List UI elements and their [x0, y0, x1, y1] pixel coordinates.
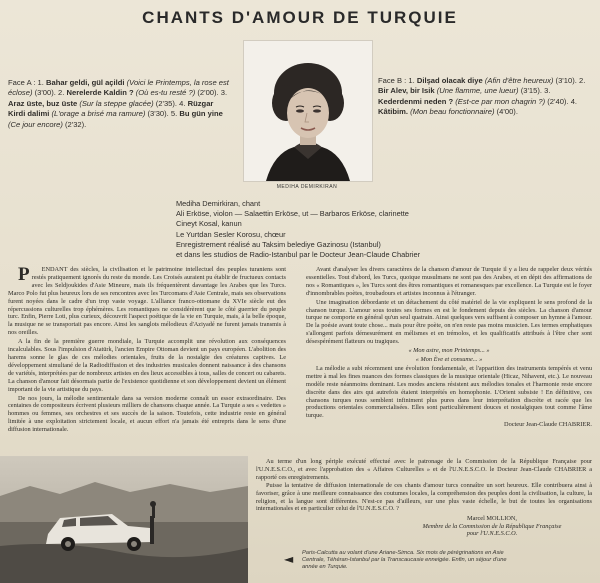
drop-cap: P: [18, 264, 30, 285]
essay-column-right: [306, 266, 592, 430]
car-photograph: [0, 456, 248, 583]
essay-paragraph: A la fin de la première guerre mondiale, la Turquie accomplit une révolution aux conséquences incalculables. Sous l'impulsion d'Atatürk, l'ancien Empire Ottoman devient un pays européen. L'abolition des harems sonne le glas de ces mélodies orientales, fruits de la nostalgie des créatures captives. Le développement simultané de la Radiodiffusion et des industries musicales donnent naissance à des chansons de variétés, interprétées par de nombreux artistes en des lieux accessibles à tous, salles de concert ou cabarets. La chanson d'amour fait désormais partie de l'existence quotidienne et son développement devient un élément important de la vie artistique du pays.: [8, 338, 286, 393]
essay-paragraph: [8, 266, 286, 337]
performer-credits: [176, 199, 476, 260]
credit-line: Le Yurtdan Sesler Korosu, chœur: [176, 229, 286, 239]
track-translation: (Est-ce par mon chagrin ?): [455, 96, 546, 106]
credit-line: et dans les studios de Radio-Istanbul par le Docteur Jean-Claude Chabrier: [176, 250, 421, 260]
credit-line: Mediha Demirkiran, chant: [176, 199, 261, 208]
essay-paragraph: Une imagination débordante et un détachement du côté matériel de la vie expliquent le sens profond de la chanson turque. L'amour sous toutes ses formes en est le fondement depuis des siècles. La chanson d'amour turque ne comporte en général qu'un seul quatrain. Ainsi quelques vers suffisent à composer un hymne à l'amour. De la poésie avant toute chose... mais pour être poète, on n'en reste pas moins musicien. Les termes emphatiques s'allongent parfois démesurément en mélismes et en trémolos, et les qualificatifs attribués à l'être cher sont désespérément flatteurs ou tragiques.: [306, 298, 592, 346]
credit-line: Cineyt Kosal, kanun: [176, 219, 242, 229]
essay-paragraph: De nos jours, la mélodie sentimentale dans sa version moderne connaît un essor extraordinaire. Des centaines de compositeurs écrivent plusieurs milliers de chansons chaque année. La Turquie a ses « vedettes » hommes ou femmes, ses orchestres et ses succès de la saison. Toutefois, cette industrie reste en général limitée à une exploitation strictement locale, et aucun effort n'a jamais été entrepris dans le sens d'une diffusion internationale.: [8, 394, 286, 434]
track-number: 3.: [544, 86, 551, 96]
track-number: 3.: [220, 88, 228, 98]
track-title: Kederdenmi neden ?: [378, 96, 454, 106]
track-title: Bahar geldi, gül açildi: [46, 78, 125, 87]
track-number: 2.: [58, 88, 65, 98]
mollion-signature: [392, 515, 592, 538]
singer-portrait: [243, 40, 373, 182]
lyric-quote: « Mon Ève et consume... »: [415, 355, 483, 363]
track-title: Dilşad olacak diye: [416, 76, 483, 85]
track-title: Bu gün yine: [179, 109, 223, 119]
signatory-role: Membre de la Commission de la République Française: [422, 522, 562, 530]
track-title: Bir Alev, bir Isik: [378, 86, 435, 96]
track-duration: (4'00).: [496, 107, 518, 117]
track-translation: (Voici le Printemps, la rose est éclose): [8, 78, 229, 98]
author-signature: Docteur Jean-Claude CHABRIER.: [504, 421, 592, 429]
track-translation: (L'orage a brisé ma ramure): [51, 109, 146, 119]
track-translation: (Où es-tu resté ?): [135, 88, 196, 98]
track-duration: (3'15).: [520, 86, 542, 96]
track-duration: (3'10).: [555, 76, 577, 85]
track-title: Rüzgar Kirdi dalimi: [8, 98, 214, 119]
pointer-arrow-icon: ◄: [284, 552, 294, 566]
track-translation: (Une flamme, une lueur): [436, 86, 519, 96]
credit-line: Ali Erköse, violon — Salaettin Erköse, ut — Barbaros Erköse, clarinette: [176, 209, 409, 219]
side-b-label: Face B : 1.: [378, 76, 415, 85]
car-caption: Paris-Calcutta au volant d'une Ariane-Simca. Six mois de pérégrinations en Asie Centrale, Téhéran-Istanbul par la Transcaucasie enneigée. Enfin, un séjour d'une année en Turquie.: [302, 550, 507, 570]
portrait-illustration: [244, 41, 372, 181]
paragraph-text: ENDANT des siècles, la civilisation et le patrimoine intellectuel des peuples turaniens sont restés pratiquement ignorés du reste du monde. Les Croisés auraient pu établir de fructueux contacts avec les Seldjoukides d'Asie Mineure, mais ils fréquentèrent davantage les Arabes que les Turcs. Marco Polo fut plus heureux lors de ses rencontres avec les Turcomans d'Asie Centrale, mais ses observations furent noyées dans le cadre d'un trop vaste voyage. L'alliance franco-ottomane du XVIe siècle eut des répercussions culturelles trop éphémères. Les romantiques ne considérèrent que le côté guerrier du peuple turc. Enfin, Pierre Loti, plus curieux, découvrit l'aspect poétique de la vie en Turquie, mais, à la belle époque, la musique ne se transportait pas encore. Ainsi les sanglots mélodieux d'Aziyadé ne furent jamais transmis à nos oreilles.: [8, 266, 286, 337]
track-number: 4.: [179, 98, 186, 108]
track-translation: (Sur la steppe glacée): [79, 98, 154, 108]
credit-line: Enregistrement réalisé au Taksim belediye Gazinosu (Istanbul): [176, 239, 381, 249]
track-duration: (2'00).: [197, 88, 219, 98]
track-number: 5.: [170, 109, 178, 119]
track-translation: (Mon beau fonctionnaire): [410, 107, 495, 117]
track-duration: (2'32).: [65, 119, 87, 129]
unesco-paragraph: Puisse la tentative de diffusion internationale de ces chants d'amour turcs connaître un sort heureux. Elle contribuera ainsi à favoriser, grâce à une meilleure connaissance des coutumes locales, la compréhension des peuples dont la civilisation, la culture, la religion, et la langue sont différentes. N'est-ce pas d'ailleurs, sur une plus vaste échelle, le but de toutes les organisations internationales et en particulier celui de l'U.N.E.S.C.O. ?: [256, 481, 592, 513]
track-title: Araz üste, buz üste: [8, 98, 78, 108]
track-duration: (2'35).: [155, 98, 178, 108]
essay-column-left: [8, 266, 286, 435]
portrait-caption: MEDIHA DEMIRKIRAN: [276, 184, 338, 190]
sleeve-title: CHANTS D'AMOUR DE TURQUIE: [142, 8, 458, 27]
track-duration: (3'30).: [147, 109, 169, 119]
side-a-label: Face A : 1.: [8, 78, 44, 87]
signatory-role: pour l'U.N.E.S.C.O.: [466, 530, 518, 538]
track-translation: (Afin d'être heureux): [484, 76, 554, 85]
lyric-quote: « Mon astre, mon Printemps... »: [408, 347, 490, 355]
side-a-tracklist: [8, 78, 230, 130]
track-translation: (Ce jour encore): [8, 119, 63, 129]
unesco-note: [256, 458, 592, 513]
track-duration: (3'00).: [34, 88, 56, 98]
track-duration: (2'40).: [547, 96, 569, 106]
signatory-name: Marcel MOLLION,: [466, 515, 517, 522]
essay-paragraph: Avant d'analyser les divers caractères de la chanson d'amour de Turquie il y a lieu de rappeler deux vérités essentielles. Tout d'abord, les Turcs, quoique musulmans ne sont pas des Arabes, et en dépit des affirmations de nos « Romantiques », les Turcs sont des êtres romantiques et romanesques par excellence. La Turquie est le foyer d'innombrables poètes, troubadours et artistes inconnus à l'étranger.: [306, 266, 592, 297]
essay-paragraph: La mélodie a subi récemment une évolution fondamentale, et l'apparition des instruments tempérés et venu mettre à mal les fines nuances des formes classiques de la musique orientale (Hicaz, Nihavent, etc.). Le nouveau modèle reste néanmoins dominant. Les modes anciens résistent aux mélodies tonales et l'harmonie reste encore discrète dans des airs qui autrefois étaient interprétés en homophonie. L'Orient subsiste ! En définitive, ces chansons turques nous semblent infiniment plus pures dans leur interprétation discrète et racée que les productions orientales commercialisées. Elles sont particulièrement douces et nostalgiques tout comme l'âme turque.: [306, 364, 592, 420]
side-b-tracklist: [378, 76, 596, 118]
track-number: 4.: [570, 96, 578, 106]
car-illustration: [0, 456, 248, 583]
track-number: 2.: [578, 76, 586, 85]
unesco-paragraph: Au terme d'un long périple exécuté effectué avec le patronage de la Commission de la République Française pour l'U.N.E.S.C.O., et avec l'approbation des « Affaires Culturelles » et de l'U.N.E.S.C.O. le Docteur Jean-Claude CHABRIER a rapporté ces enregistrements.: [256, 458, 592, 481]
track-title: Kâtibim.: [378, 107, 408, 117]
track-title: Nerelerde Kaldin ?: [66, 88, 134, 98]
